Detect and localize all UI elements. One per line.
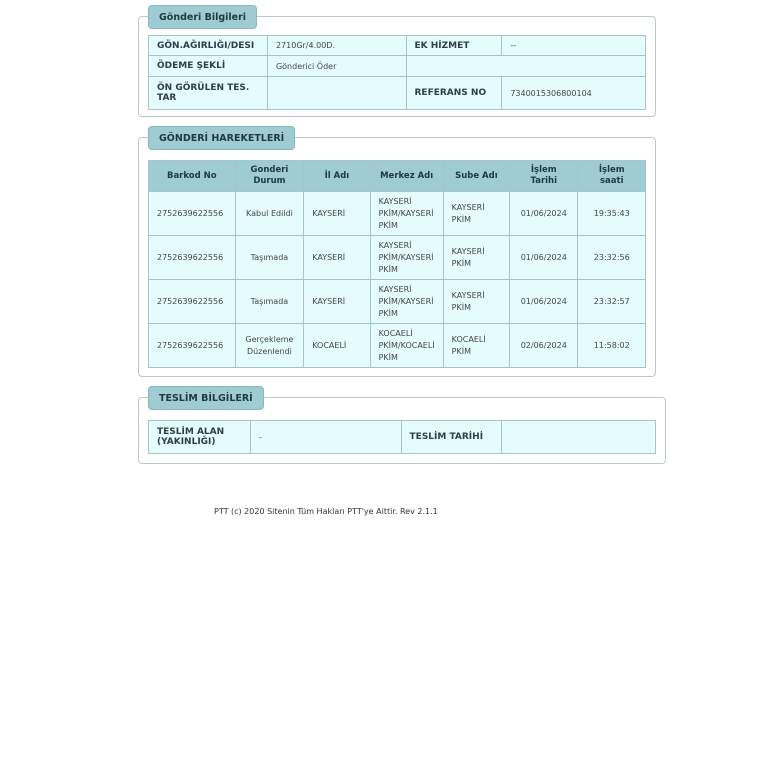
empty-cell xyxy=(406,56,646,77)
receiver-label: TESLİM ALAN (YAKINLIĞI) xyxy=(149,421,251,454)
payment-label: ÖDEME ŞEKLİ xyxy=(149,56,268,77)
movements-table xyxy=(148,160,646,368)
table-row xyxy=(149,324,646,368)
col-time: İşlem saati xyxy=(578,161,646,192)
extra-service-label: EK HİZMET xyxy=(406,36,502,56)
expected-delivery-value xyxy=(267,77,406,110)
time-cell: 19:35:43 xyxy=(578,192,646,236)
status-cell: Taşımada xyxy=(235,280,304,324)
date-cell: 02/06/2024 xyxy=(510,324,578,368)
barcode-cell: 2752639622556 xyxy=(149,280,236,324)
table-row xyxy=(149,192,646,236)
weight-label: GÖN.AĞIRLIĞI/DESI xyxy=(149,36,268,56)
branch-cell: KAYSERİ PKİM xyxy=(443,236,509,280)
delivery-info-legend: TESLİM BİLGİLERİ xyxy=(148,386,264,410)
barcode-cell: 2752639622556 xyxy=(149,324,236,368)
date-cell: 01/06/2024 xyxy=(510,236,578,280)
table-row xyxy=(149,280,646,324)
col-branch: Sube Adı xyxy=(443,161,509,192)
center-cell: KOCAELİ PKİM/KOCAELİ PKİM xyxy=(370,324,443,368)
payment-value: Gönderici Öder xyxy=(267,56,406,77)
barcode-cell: 2752639622556 xyxy=(149,236,236,280)
col-date: İşlem Tarihi xyxy=(510,161,578,192)
delivery-date-label: TESLİM TARİHİ xyxy=(401,421,502,454)
expected-delivery-label: ÖN GÖRÜLEN TES. TAR xyxy=(149,77,268,110)
shipment-info-panel xyxy=(138,12,656,117)
delivery-date-value xyxy=(502,421,656,454)
city-cell: KAYSERİ xyxy=(304,236,370,280)
extra-service-value: -- xyxy=(502,36,646,56)
receiver-value: - xyxy=(250,421,401,454)
center-cell: KAYSERİ PKİM/KAYSERİ PKİM xyxy=(370,192,443,236)
delivery-info-panel xyxy=(138,393,666,464)
delivery-info-table xyxy=(148,420,656,454)
reference-label: REFERANS NO xyxy=(406,77,502,110)
time-cell: 11:58:02 xyxy=(578,324,646,368)
branch-cell: KOCAELİ PKİM xyxy=(443,324,509,368)
time-cell: 23:32:56 xyxy=(578,236,646,280)
movements-legend: GÖNDERİ HAREKETLERİ xyxy=(148,126,295,150)
reference-value: 7340015306800104 xyxy=(502,77,646,110)
city-cell: KAYSERİ xyxy=(304,280,370,324)
status-cell: Gerçekleme Düzenlendi xyxy=(235,324,304,368)
branch-cell: KAYSERİ PKİM xyxy=(443,280,509,324)
col-barcode: Barkod No xyxy=(149,161,236,192)
date-cell: 01/06/2024 xyxy=(510,280,578,324)
shipment-info-legend: Gönderi Bilgileri xyxy=(148,5,257,29)
city-cell: KAYSERİ xyxy=(304,192,370,236)
footer-copyright: PTT (c) 2020 Sitenin Tüm Hakları PTT'ye Aittir. Rev 2.1.1 xyxy=(214,507,438,516)
table-row xyxy=(149,236,646,280)
city-cell: KOCAELİ xyxy=(304,324,370,368)
col-city: İl Adı xyxy=(304,161,370,192)
shipment-info-table xyxy=(148,35,646,110)
col-center: Merkez Adı xyxy=(370,161,443,192)
barcode-cell: 2752639622556 xyxy=(149,192,236,236)
center-cell: KAYSERİ PKİM/KAYSERİ PKİM xyxy=(370,280,443,324)
time-cell: 23:32:57 xyxy=(578,280,646,324)
center-cell: KAYSERİ PKİM/KAYSERİ PKİM xyxy=(370,236,443,280)
branch-cell: KAYSERİ PKİM xyxy=(443,192,509,236)
date-cell: 01/06/2024 xyxy=(510,192,578,236)
weight-value: 2710Gr/4.00D. xyxy=(267,36,406,56)
movements-panel xyxy=(138,133,656,377)
status-cell: Kabul Edildi xyxy=(235,192,304,236)
status-cell: Taşımada xyxy=(235,236,304,280)
col-status: Gonderi Durum xyxy=(235,161,304,192)
